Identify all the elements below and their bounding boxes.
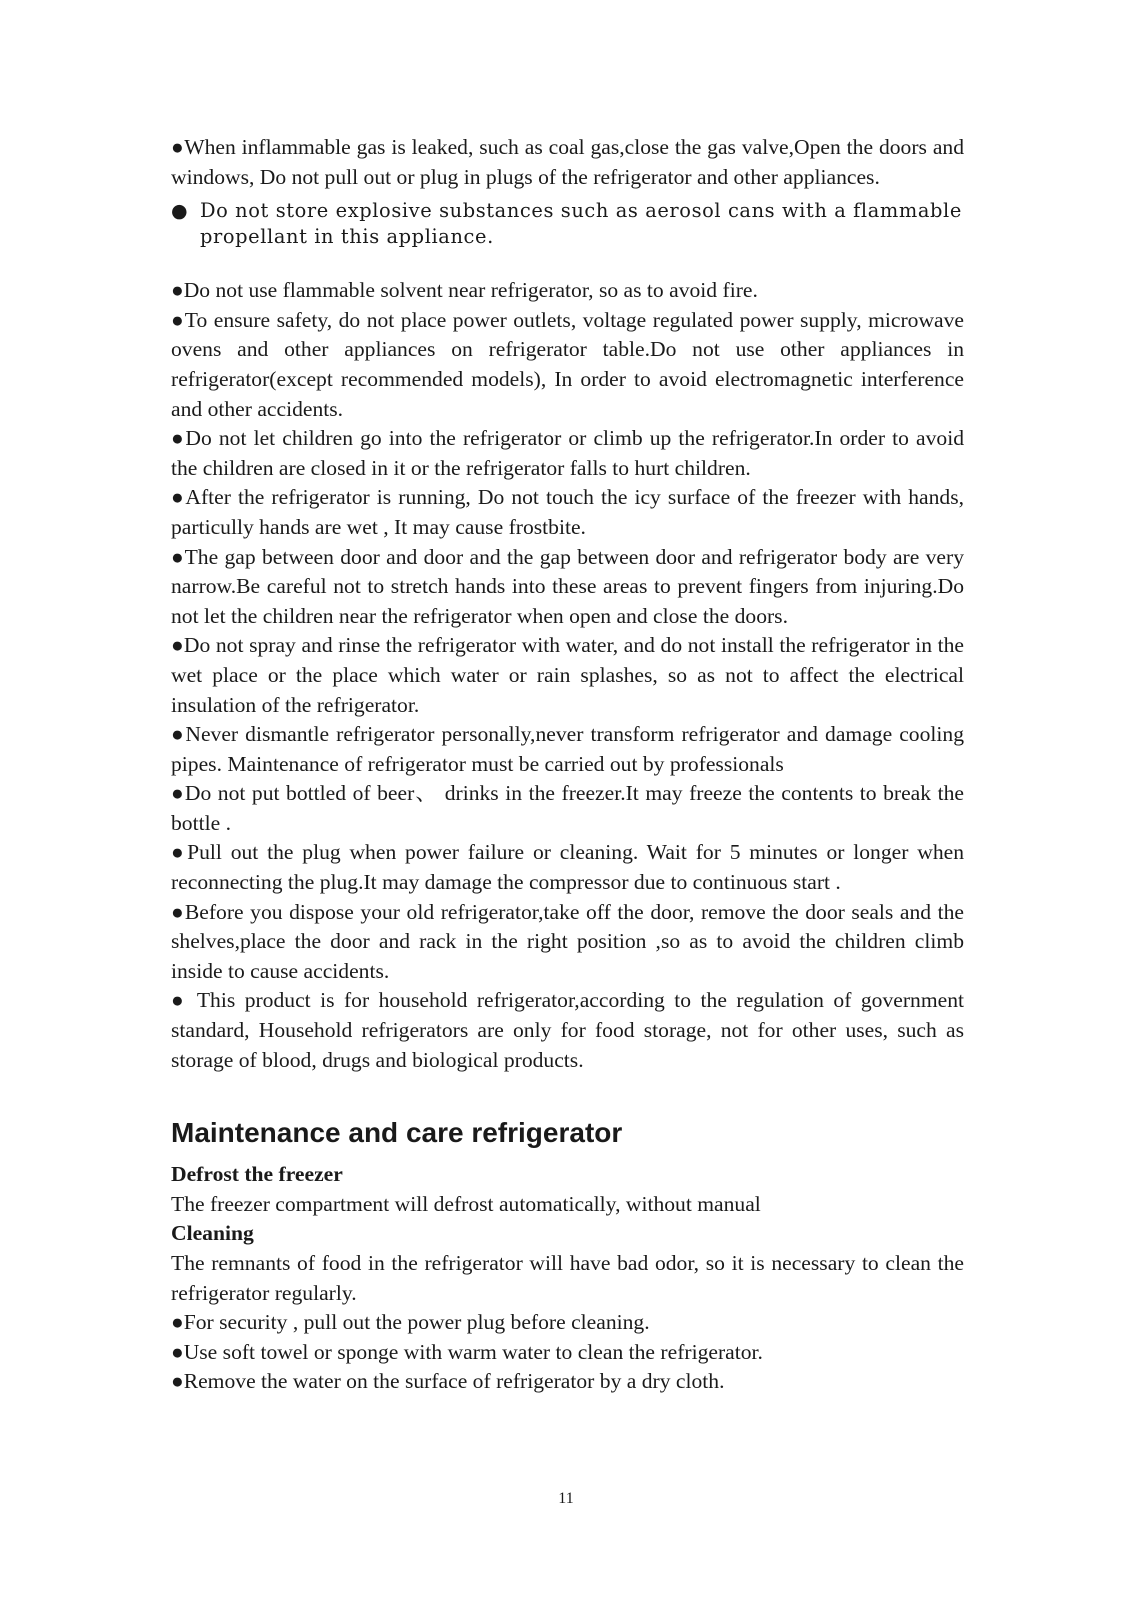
defrost-text: The freezer compartment will defrost automatically, without manual [171, 1191, 761, 1216]
bullet-text: After the refrigerator is running, Do not touch the icy surface of the freezer with hands, particully hands are wet , It may cause frostbite. [171, 485, 964, 539]
bullet-text: Remove the water on the surface of refrigerator by a dry cloth. [183, 1369, 725, 1394]
bullet-icon: ● [171, 1310, 184, 1335]
defrost-subheading: Defrost the freezer [171, 1162, 343, 1187]
bullet-icon: ● [171, 1369, 184, 1394]
cleaning-bullet [171, 1308, 964, 1338]
bullet-icon: ● [171, 722, 186, 747]
bullet-icon: ● [171, 899, 185, 924]
bullet-text: Do not let children go into the refrigerator or climb up the refrigerator.In order to avoid the children are closed in it or the refrigerator falls to hurt children. [171, 426, 965, 480]
bullet-icon: ● [171, 307, 185, 332]
bullet-icon: ● [171, 781, 185, 806]
safety-bullet [171, 838, 964, 897]
bullet-text: When inflammable gas is leaked, such as coal gas,close the gas valve,Open the doors and windows, Do not pull out or plug in plugs of the refrigerator and other appliances. [171, 135, 964, 189]
bullet-icon: ● [171, 426, 186, 451]
bullet-icon: ● [171, 135, 185, 159]
document-page [171, 133, 964, 1397]
bullet-icon: ● [171, 1339, 184, 1364]
safety-bullet [171, 779, 964, 838]
safety-bullet [171, 198, 964, 250]
bullet-icon: ● [171, 200, 189, 223]
bullet-icon: ● [171, 840, 188, 865]
bullet-text: Before you dispose your old refrigerator,take off the door, remove the door seals and the shelves,place the door and rack in the right position ,so as to avoid the children climb inside to cause accidents. [171, 899, 964, 983]
bullet-text: Do not use flammable solvent near refrigerator, so as to avoid fire. [183, 278, 758, 303]
bullet-text: This product is for household refrigerator,according to the regulation of government standard, Household refrigerators are only for food storage, not for other uses, such as storage of blood, drugs and biological products. [171, 988, 965, 1072]
bullet-icon: ● [171, 278, 184, 303]
cleaning-bullet [171, 1338, 964, 1368]
cleaning-text: The remnants of food in the refrigerator will have bad odor, so it is necessary to clean the refrigerator regularly. [171, 1251, 964, 1305]
bullet-icon: ● [171, 544, 185, 569]
safety-bullet [171, 720, 964, 779]
bullet-text: For security , pull out the power plug before cleaning. [183, 1310, 650, 1335]
cleaning-subheading: Cleaning [171, 1221, 254, 1246]
bullet-icon: ● [171, 988, 188, 1013]
safety-bullet [171, 133, 964, 192]
page-number: 11 [558, 1490, 574, 1507]
bullet-text: Never dismantle refrigerator personally,never transform refrigerator and damage cooling pipes. Maintenance of refrigerator must be carried out by professionals [171, 722, 964, 776]
safety-bullet [171, 543, 964, 632]
safety-bullet [171, 898, 964, 987]
bullet-icon: ● [171, 633, 184, 658]
cleaning-bullet [171, 1367, 964, 1397]
bullet-text: The gap between door and door and the gap between door and refrigerator body are very narrow.Be careful not to stretch hands into these areas to prevent fingers from injuring.Do not let the children near the refrigerator when open and close the doors. [171, 544, 964, 628]
bullet-text: Do not store explosive substances such as aerosol cans with a flammable propellant in this appliance. [200, 199, 962, 249]
bullet-text: Do not put bottled of beer、 drinks in the freezer.It may freeze the contents to break the bottle . [171, 781, 964, 835]
bullet-text: Pull out the plug when power failure or cleaning. Wait for 5 minutes or longer when reconnecting the plug.It may damage the compressor due to continuous start . [171, 840, 964, 895]
safety-bullet [171, 986, 964, 1075]
bullet-text: To ensure safety, do not place power outlets, voltage regulated power supply, microwave ovens and other appliances on refrigerator table.Do not use other appliances in refrigerator(except recommended models), In order to avoid electromagnetic interference and other accidents. [171, 307, 965, 421]
safety-bullet [171, 424, 964, 483]
safety-bullet [171, 483, 964, 542]
safety-bullet [171, 276, 964, 306]
bullet-icon: ● [171, 485, 186, 510]
section-heading: Maintenance and care refrigerator [171, 1117, 623, 1149]
bullet-text: Do not spray and rinse the refrigerator with water, and do not install the refrigerator in the wet place or the place which water or rain splashes, so as not to affect the electrical insulation of the refrigerator. [171, 633, 964, 717]
bullet-text: Use soft towel or sponge with warm water to clean the refrigerator. [183, 1339, 763, 1364]
safety-bullet [171, 631, 964, 720]
safety-bullet [171, 306, 964, 424]
